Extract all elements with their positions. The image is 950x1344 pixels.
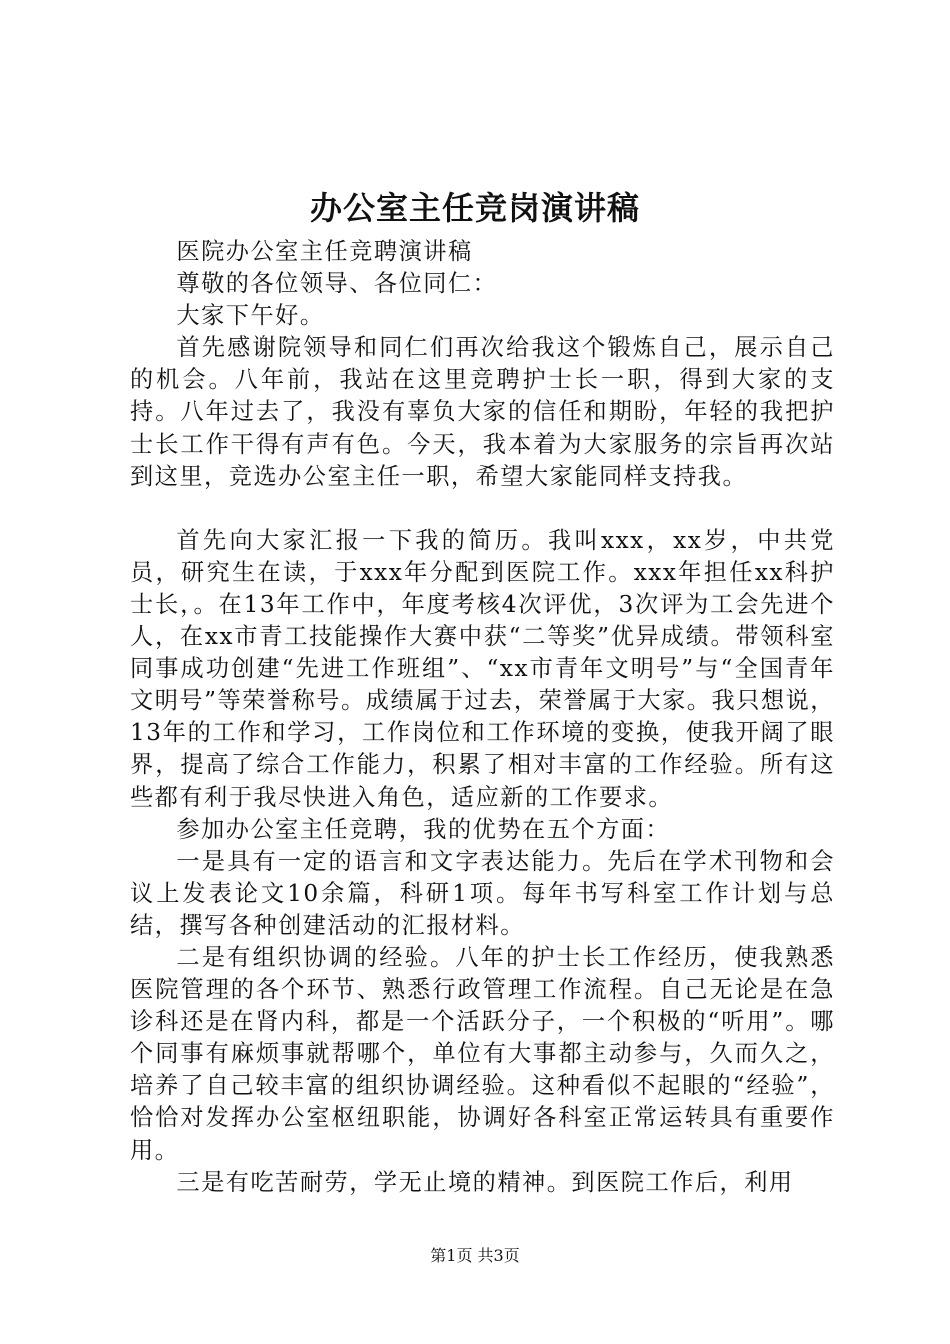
- paragraph-resume: 首先向大家汇报一下我的简历。我叫xxx，xx岁，中共党员，研究生在读，于xxx年分配到医院工作。xxx年担任xx科护士长，。在13年工作中，年度考核4次评优，3次评为工会先进个人，在xx市青工技能操作大赛中获“二等奖”优异成绩。带领科室同事成功创建“先进工作班组”、“xx市青年文明号”与“全国青年文明号”等荣誉称号。成绩属于过去，荣誉属于大家。我只想说，13年的工作和学习，工作岗位和工作环境的变换，使我开阔了眼界，提高了综合工作能力，积累了相对丰富的工作经验。所有这些都有利于我尽快进入角色，适应新的工作要求。: [130, 526, 835, 811]
- document-title: 办公室主任竞岗演讲稿: [309, 189, 640, 227]
- paragraph-advantages-intro: 参加办公室主任竞聘，我的优势在五个方面：: [176, 815, 671, 843]
- paragraph-advantage-3: 三是有吃苦耐劳，学无止境的精神。到医院工作后，利用: [176, 1168, 794, 1196]
- paragraph-greeting: 大家下午好。: [176, 302, 325, 330]
- paragraph-subtitle: 医院办公室主任竞聘演讲稿: [176, 238, 473, 265]
- paragraph-salutation: 尊敬的各位领导、各位同仁：: [176, 270, 498, 298]
- page-footer: 第1页 共3页: [430, 1246, 520, 1265]
- paragraph-advantage-1: 一是具有一定的语言和文字表达能力。先后在学术刊物和会议上发表论文10余篇，科研1项。每年书写科室工作计划与总结，撰写各种创建活动的汇报材料。: [130, 847, 835, 939]
- document-body: [130, 236, 835, 1199]
- paragraph-advantage-2: 二是有组织协调的经验。八年的护士长工作经历，使我熟悉医院管理的各个环节、熟悉行政管理工作流程。自己无论是在急诊科还是在肾内科，都是一个活跃分子，一个积极的“听用”。哪个同事有麻烦事就帮哪个，单位有大事都主动参与，久而久之，培养了自己较丰富的组织协调经验。这种看似不起眼的“经验”，恰恰对发挥办公室枢纽职能，协调好各科室正常运转具有重要作用。: [130, 943, 835, 1164]
- paragraph-opening: 首先感谢院领导和同仁们再次给我这个锻炼自己，展示自己的机会。八年前，我站在这里竞聘护士长一职，得到大家的支持。八年过去了，我没有辜负大家的信任和期盼，年轻的我把护士长工作干得有声有色。今天，我本着为大家服务的宗旨再次站到这里，竞选办公室主任一职，希望大家能同样支持我。: [130, 334, 835, 490]
